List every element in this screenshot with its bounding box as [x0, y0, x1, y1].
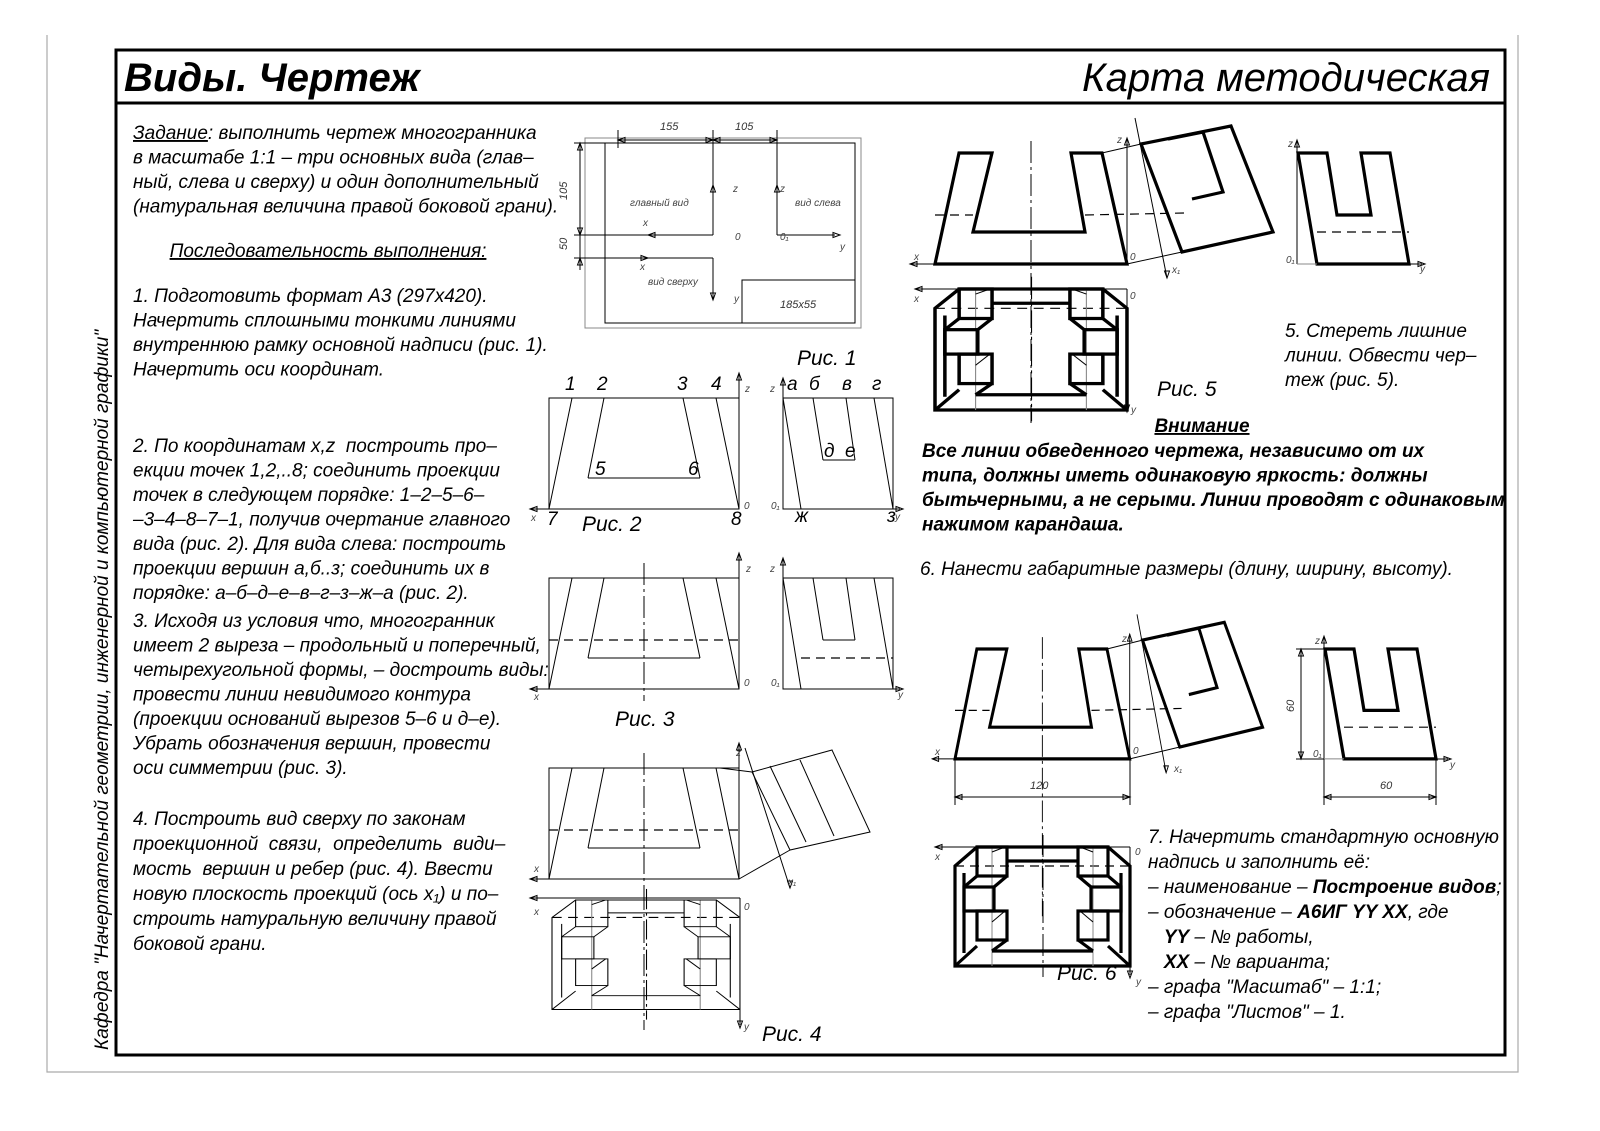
drawing-line — [683, 768, 700, 848]
vertex-a: а — [787, 374, 798, 395]
left-view-outline — [1325, 649, 1436, 759]
axis-x: x — [534, 864, 539, 875]
dim-50: 50 — [558, 237, 570, 250]
drawing-line — [783, 398, 801, 509]
step-1-paragraph — [133, 286, 548, 381]
text-line: точек в следующем порядке: 1–2–5–6– — [133, 485, 485, 506]
drawing-line — [592, 986, 608, 996]
axis-y: y — [895, 512, 900, 523]
top-view-outline — [552, 900, 740, 1009]
drawing-line — [935, 390, 959, 410]
drawing-line — [684, 927, 698, 937]
text-line: – наименование – Построение видов; — [1148, 877, 1502, 898]
text-line: в масштабе 1:1 – три основных вида (глав– — [133, 147, 534, 169]
drawing-line — [562, 927, 576, 937]
page-subtitle: Карта методическая — [1082, 56, 1490, 100]
axis-x: x — [935, 747, 940, 758]
text-line: провести линии невидимого контура — [133, 684, 471, 706]
auxiliary-slot — [1167, 628, 1217, 694]
page-title: Виды. Чертеж — [124, 56, 420, 100]
sheet-outline — [585, 138, 861, 328]
text-line: бытьчерными, а не серыми. Линии проводят с одинаковым — [922, 490, 1505, 511]
text-line: вида (рис. 2). Для вида слева: построить — [133, 534, 507, 555]
step-5-paragraph — [1284, 321, 1477, 391]
warning-paragraph — [922, 441, 1505, 536]
drawing-line — [716, 927, 730, 937]
drawing-line — [716, 768, 739, 879]
axis-z: z — [745, 384, 750, 395]
top-view — [552, 889, 740, 1020]
text-line: Убрать обозначения вершин, провести — [133, 733, 491, 755]
text-line: теж (рис. 5). — [1285, 370, 1400, 391]
axis-x: x — [534, 907, 539, 918]
drawing-line — [716, 398, 739, 509]
auxiliary-view — [752, 750, 870, 850]
vertex-e: е — [845, 441, 856, 462]
axis-z: z — [1122, 634, 1127, 645]
top-view-box — [1091, 887, 1121, 911]
origin-0: 0 — [1130, 252, 1136, 263]
text-line: 1. Подготовить формат А3 (297x420). — [133, 286, 488, 307]
text-line: (натуральная величина правой боковой грани). — [133, 196, 559, 218]
text-line: Начертить сплошными тонкими линиями — [133, 310, 516, 332]
left-view-outline — [1298, 153, 1409, 264]
auxiliary-slot — [1168, 132, 1223, 199]
axis-z: z — [770, 384, 775, 395]
origin-0: 0 — [744, 501, 750, 512]
figure-2 — [530, 373, 903, 536]
drawing-line — [955, 946, 977, 966]
label-left-view: вид слева — [795, 198, 841, 209]
hidden-line — [1085, 213, 1185, 215]
figure-1 — [558, 121, 861, 370]
origin-0: 0 — [1130, 291, 1136, 302]
step-4-paragraph — [133, 809, 506, 955]
axis-x1: x₁ — [788, 877, 797, 888]
dim-155: 155 — [660, 121, 679, 133]
axis-y: y — [744, 1022, 749, 1033]
figure-5-caption: Рис. 5 — [1157, 378, 1217, 401]
drawing-line — [846, 578, 855, 640]
label-front-view: главный вид — [630, 198, 689, 209]
text-line: проекционной связи, определить види– — [133, 834, 506, 855]
vertex-v: в — [842, 374, 852, 395]
axis-z: z — [770, 564, 775, 575]
vertex-b: б — [809, 374, 820, 395]
point-3: 3 — [677, 374, 688, 395]
top-view-box — [964, 887, 994, 911]
vertex-zh: ж — [795, 506, 809, 527]
origin-0: 0 — [1135, 847, 1141, 858]
arrowhead-icon — [1165, 271, 1170, 278]
drawing-line — [945, 318, 959, 329]
text-line: Все линии обведенного чертежа, независимо от их — [922, 441, 1425, 462]
text-line: XX – № варианта; — [1163, 952, 1330, 973]
text-line: ный, слева и сверху) и один дополнительный — [133, 172, 539, 193]
hidden-line — [1092, 708, 1183, 710]
front-view-outline — [549, 398, 739, 509]
text-line: внутреннюю рамку основной надписи (рис. 1). — [133, 335, 548, 356]
left-view — [1295, 140, 1410, 264]
point-6: 6 — [688, 459, 699, 480]
axis-x: x — [914, 294, 919, 305]
text-line: боковой грани. — [133, 934, 267, 955]
text-line: екции точек 1,2,..8; соединить проекции — [133, 460, 500, 482]
top-view-box — [562, 937, 594, 959]
drawing-line — [813, 578, 823, 640]
axis-z: z — [746, 564, 751, 575]
dim-60-horizontal: 60 — [1380, 780, 1393, 792]
vertex-d: д — [824, 441, 835, 462]
arrowhead-icon — [1164, 766, 1169, 773]
text-line: порядке: а–б–д–е–в–г–з–ж–а (рис. 2). — [133, 583, 469, 604]
drawing-line — [770, 766, 806, 842]
axis-z: z — [1315, 636, 1320, 647]
text-line: оси симметрии (рис. 3). — [133, 758, 348, 779]
inner-frame — [605, 143, 855, 323]
text-line: новую плоскость проекций (ось x₁) и по– — [133, 884, 499, 905]
stamp-size: 185x55 — [780, 299, 817, 311]
text-line: YY – № работы, — [1163, 927, 1314, 948]
vertex-g: г — [872, 374, 882, 395]
text-line: – графа "Масштаб" – 1:1; — [1148, 977, 1382, 998]
drawing-line — [588, 768, 604, 848]
text-line: 5. Стереть лишние — [1285, 321, 1467, 342]
drawing-line — [594, 927, 608, 937]
drawing-line — [874, 578, 893, 689]
text-line: (проекции оснований вырезов 5–6 и д–е). — [133, 709, 502, 730]
origin-01: 0₁ — [1313, 749, 1322, 760]
drawing-line — [992, 940, 1007, 951]
drawing-line — [549, 578, 572, 689]
drawing-line — [964, 876, 977, 887]
axis-x: x — [531, 513, 536, 524]
text-line: 3. Исходя из условия что, многогранник — [133, 611, 495, 632]
axis-z: z — [1117, 135, 1122, 146]
x1-axis — [745, 748, 790, 888]
figure-4 — [530, 743, 870, 1046]
drawing-line — [1072, 354, 1086, 365]
front-view — [910, 118, 1273, 423]
drawing-line — [1078, 940, 1093, 951]
top-view — [935, 277, 1127, 421]
point-5: 5 — [595, 459, 606, 480]
step-6-text: 6. Нанести габаритные размеры (длину, ширину, высоту). — [920, 559, 1453, 580]
axis-y: y — [1131, 405, 1136, 416]
text-line: Начертить оси координат. — [133, 359, 385, 381]
drawing-line — [992, 911, 1005, 922]
warning-heading: Внимание — [1154, 416, 1250, 437]
text-line: надпись и заполнить её: — [1148, 852, 1370, 873]
axis-y: y — [734, 294, 739, 305]
step-3-paragraph — [132, 611, 549, 779]
dim-60-vertical: 60 — [1285, 699, 1297, 712]
axis-x1: x₁ — [1174, 764, 1183, 775]
drawing-line — [686, 959, 700, 969]
axis-x: x — [914, 252, 919, 263]
point-7: 7 — [547, 509, 558, 530]
figure-6-caption: Рис. 6 — [1057, 962, 1117, 985]
drawing-line — [549, 768, 572, 879]
origin-0: 0 — [735, 232, 741, 243]
origin-0: 0 — [744, 902, 750, 913]
drawing-line — [552, 991, 576, 1009]
axis-z: z — [733, 184, 738, 195]
text-line: – обозначение – А6ИГ YY XX, где — [1148, 902, 1449, 923]
origin-01: 0₁ — [771, 501, 780, 512]
axis-y: y — [1450, 760, 1455, 771]
text-line: 2. По координатам x,z построить про– — [133, 436, 497, 457]
drawing-line — [684, 986, 700, 996]
axis-x1: x₁ — [1172, 265, 1181, 276]
drawing-line — [588, 578, 604, 658]
drawing-line — [716, 991, 740, 1009]
drawing-line — [1103, 390, 1127, 410]
drawing-line — [813, 398, 823, 460]
point-4: 4 — [711, 374, 722, 395]
text-line: нажимом карандаша. — [922, 514, 1124, 536]
figure-2-caption: Рис. 2 — [582, 513, 642, 536]
vertex-z: з — [887, 506, 896, 527]
axis-y: y — [898, 690, 903, 701]
text-line: –3–4–8–7–1, получив очертание главного — [133, 509, 511, 531]
text-line: Задание: выполнить чертеж многогранника — [133, 123, 537, 144]
text-line: мость вершин и ребер (рис. 4). Ввести — [133, 859, 493, 880]
figure-3-caption: Рис. 3 — [615, 708, 675, 731]
axis-x: x — [935, 852, 940, 863]
origin-01: 0₁ — [780, 232, 789, 243]
point-8: 8 — [731, 509, 742, 530]
drawing-line — [976, 354, 990, 365]
axis-x: x — [534, 692, 539, 703]
text-line: 4. Построить вид сверху по законам — [133, 809, 466, 830]
top-view — [955, 835, 1130, 977]
dim-105-horizontal: 105 — [735, 121, 754, 133]
drawing-line — [783, 578, 801, 689]
point-2: 2 — [597, 374, 608, 395]
text-line: строить натуральную величину правой — [133, 909, 497, 930]
dim-105-vertical: 105 — [558, 181, 570, 200]
drawing-line — [976, 384, 992, 395]
text-line: 7. Начертить стандартную основную — [1148, 827, 1499, 848]
sequence-heading: Последовательность выполнения: — [169, 241, 487, 262]
department-label: Кафедра "Начертательной геометрии, инженерной и компьютерной графики" — [92, 329, 113, 1050]
drawing-line — [1108, 876, 1121, 887]
drawing-line — [686, 900, 700, 905]
task-paragraph — [133, 123, 558, 218]
axis-z: z — [736, 748, 741, 759]
axis-x: x — [643, 218, 648, 229]
top-view-box — [945, 330, 978, 354]
axis-y: y — [1420, 264, 1425, 275]
origin-0: 0 — [1133, 746, 1139, 757]
drawing-line — [800, 760, 834, 836]
origin-01: 0₁ — [1286, 255, 1295, 266]
drawing-line — [720, 768, 752, 772]
drawing-line — [592, 959, 606, 969]
drawing-line — [549, 398, 572, 509]
top-view-box — [698, 937, 730, 959]
axis-z: z — [780, 184, 785, 195]
step-7-paragraph — [1147, 827, 1501, 1023]
point-1: 1 — [565, 374, 576, 395]
step-2-paragraph — [132, 436, 510, 604]
axis-y: y — [1136, 977, 1141, 988]
drawing-line — [1070, 318, 1084, 329]
drawing-line — [1103, 318, 1117, 329]
dim-120: 120 — [1030, 780, 1049, 792]
figure-4-caption: Рис. 4 — [762, 1023, 822, 1046]
origin-01: 0₁ — [771, 678, 780, 689]
axis-x: x — [640, 262, 645, 273]
label-top-view: вид сверху — [648, 277, 698, 288]
drawing-line — [874, 398, 893, 509]
text-line: линии. Обвести чер– — [1285, 345, 1477, 367]
text-line: – графа "Листов" – 1. — [1148, 1002, 1346, 1023]
figure-3 — [530, 553, 904, 731]
text-line: четырехугольной формы, – достроить виды: — [133, 660, 549, 681]
drawing-line — [978, 318, 992, 329]
origin-0: 0 — [744, 678, 750, 689]
left-view — [1322, 636, 1437, 759]
axis-z: z — [1288, 139, 1293, 150]
drawing-line — [1078, 876, 1091, 887]
drawing-line — [1070, 384, 1086, 395]
top-view-box — [1084, 330, 1117, 354]
text-line: типа, должны иметь одинаковую яркость: должны — [922, 465, 1428, 487]
drawing-line — [716, 578, 739, 689]
drawing-line — [683, 578, 700, 658]
axis-y: y — [840, 242, 845, 253]
text-line: проекции вершин а,б..з; соединить их в — [133, 558, 490, 580]
drawing-line — [994, 876, 1007, 887]
drawing-line — [1080, 911, 1093, 922]
drawing-line — [592, 900, 606, 905]
figure-1-caption: Рис. 1 — [797, 347, 857, 370]
text-line: имеет 2 выреза – продольный и поперечный, — [133, 635, 541, 657]
